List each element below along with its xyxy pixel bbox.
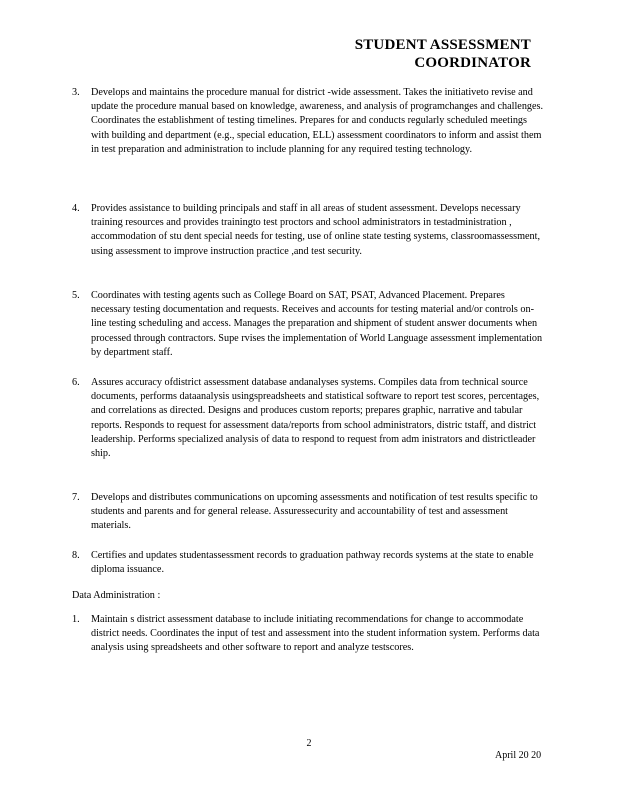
item-text: Develops and maintains the procedure manual for district -wide assessment. Takes the initiativeto revise and update the procedure manual based on knowledge, awareness, and analysis of programchanges and challenges. Coordinates the establishment of testing timelines. Prepares for and conducts regularly scheduled meetings with building and department (e.g., special education, ELL) assessment coordinators to inform and assist them in test preparation and administration to include planning for any required testing technology. <box>91 87 544 155</box>
item-number: 4. <box>72 203 80 214</box>
duty-item-8 <box>72 549 546 577</box>
item-number: 3. <box>72 87 80 98</box>
data-admin-item-1 <box>72 613 546 656</box>
item-number: 1. <box>72 614 80 625</box>
duty-item-3 <box>72 86 546 157</box>
item-text: Maintain s district assessment database to include initiating recommendations for change to accommodate district needs. Coordinates the input of test and assessment into the student information system. Performs data analysis using spreadsheets and other software to report and analyze testscores. <box>91 614 540 654</box>
item-number: 7. <box>72 492 80 503</box>
duty-item-6 <box>72 376 546 461</box>
footer-date: April 20 20 <box>495 750 542 761</box>
section-heading-data-administration: Data Administration : <box>72 590 161 601</box>
item-text: Provides assistance to building principals and staff in all areas of student assessment. Develops necessary training resources and provides trainingto test proctors and school administrators in testadministration , accommodation of stu dent special needs for testing, use of online state testing systems, classroomassessment, using assessment to improve instruction practice ,and test security. <box>91 203 541 257</box>
item-text: Develops and distributes communications on upcoming assessments and notification of test results specific to students and parents and for general release. Assuressecurity and accountability of test and assessment materials. <box>91 492 538 532</box>
item-text: Assures accuracy ofdistrict assessment database andanalyses systems. Compiles data from technical source documents, performs dataanalysis usingspreadsheets and statistical software to report test scores, percentages, and correlations as directed. Designs and produces custom reports; prepares graphic, narrative and tabular reports. Responds to request for assessment data/reports from school administrators, distric tstaff, and district leadership. Performs specialized analysis of data to respond to request from adm inistrators and districtleader ship. <box>91 377 540 460</box>
duty-item-4 <box>72 202 546 259</box>
item-text: Coordinates with testing agents such as College Board on SAT, PSAT, Advanced Placement. Prepares necessary testing documentation and requests. Receives and accounts for testing material and/or controls on-line testing scheduling and access. Manages the preparation and shipment of student answer documents when processed through contractors. Supe rvises the implementation of World Language assessment implementation by department staff. <box>91 290 543 358</box>
duty-item-5 <box>72 289 546 360</box>
page-number: 2 <box>306 738 312 749</box>
item-text: Certifies and updates studentassessment records to graduation pathway records systems at the state to enable diploma issuance. <box>91 550 534 576</box>
page-title-line-1: STUDENT ASSESSMENT <box>354 37 531 53</box>
page-title-line-2: COORDINATOR <box>414 55 531 71</box>
duty-item-7 <box>72 491 546 534</box>
item-number: 8. <box>72 550 80 561</box>
item-number: 5. <box>72 290 80 301</box>
item-number: 6. <box>72 377 80 388</box>
